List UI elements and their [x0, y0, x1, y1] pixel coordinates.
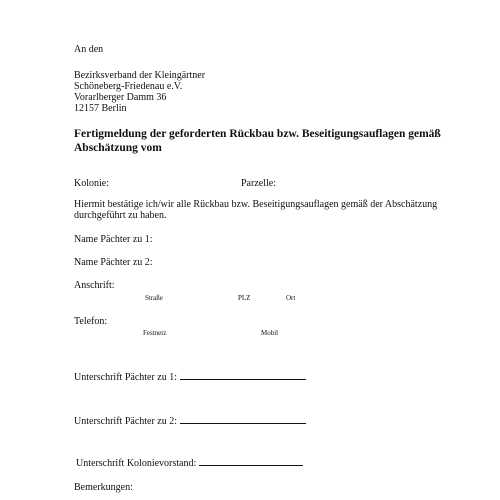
signature-board-label: Unterschrift Kolonievorstand:	[76, 458, 197, 469]
street-caption: Straße	[145, 294, 163, 302]
signature-board-row	[76, 456, 303, 469]
document-title: Fertigmeldung der geforderten Rückbau bzw. Beseitigungsauflagen gemäß Abschätzung vom	[74, 128, 441, 154]
addressee-line-3: Vorarlberger Damm 36	[74, 92, 167, 103]
statement-text: Hiermit bestätige ich/wir alle Rückbau bzw. Beseitigungsauflagen gemäß der Abschätzung durchgeführt zu haben.	[74, 199, 438, 221]
signature-tenant-2-line[interactable]	[180, 414, 306, 424]
signature-tenant-1-label: Unterschrift Pächter zu 1:	[74, 372, 178, 383]
kolonie-label: Kolonie:	[74, 178, 109, 189]
parzelle-label: Parzelle:	[241, 178, 276, 189]
city-caption: Ort	[286, 294, 296, 302]
address-label: Anschrift:	[74, 280, 115, 291]
tenant-2-name-label: Name Pächter zu 2:	[74, 257, 153, 268]
plz-caption: PLZ	[238, 294, 251, 302]
addressee-intro: An den	[74, 44, 104, 55]
signature-tenant-1-row	[74, 370, 306, 383]
addressee-line-1: Bezirksverband der Kleingärtner	[74, 70, 206, 81]
addressee-line-2: Schöneberg-Friedenau e.V.	[74, 81, 183, 92]
signature-board-line[interactable]	[199, 456, 303, 466]
signature-tenant-2-label: Unterschrift Pächter zu 2:	[74, 416, 178, 427]
mobile-caption: Mobil	[261, 329, 279, 337]
addressee-line-4: 12157 Berlin	[74, 103, 127, 114]
signature-tenant-2-row	[74, 414, 306, 427]
landline-caption: Festnetz	[143, 329, 167, 337]
remarks-label: Bemerkungen:	[74, 482, 133, 493]
signature-tenant-1-line[interactable]	[180, 370, 306, 380]
tenant-1-name-label: Name Pächter zu 1:	[74, 234, 153, 245]
phone-label: Telefon:	[74, 316, 108, 327]
